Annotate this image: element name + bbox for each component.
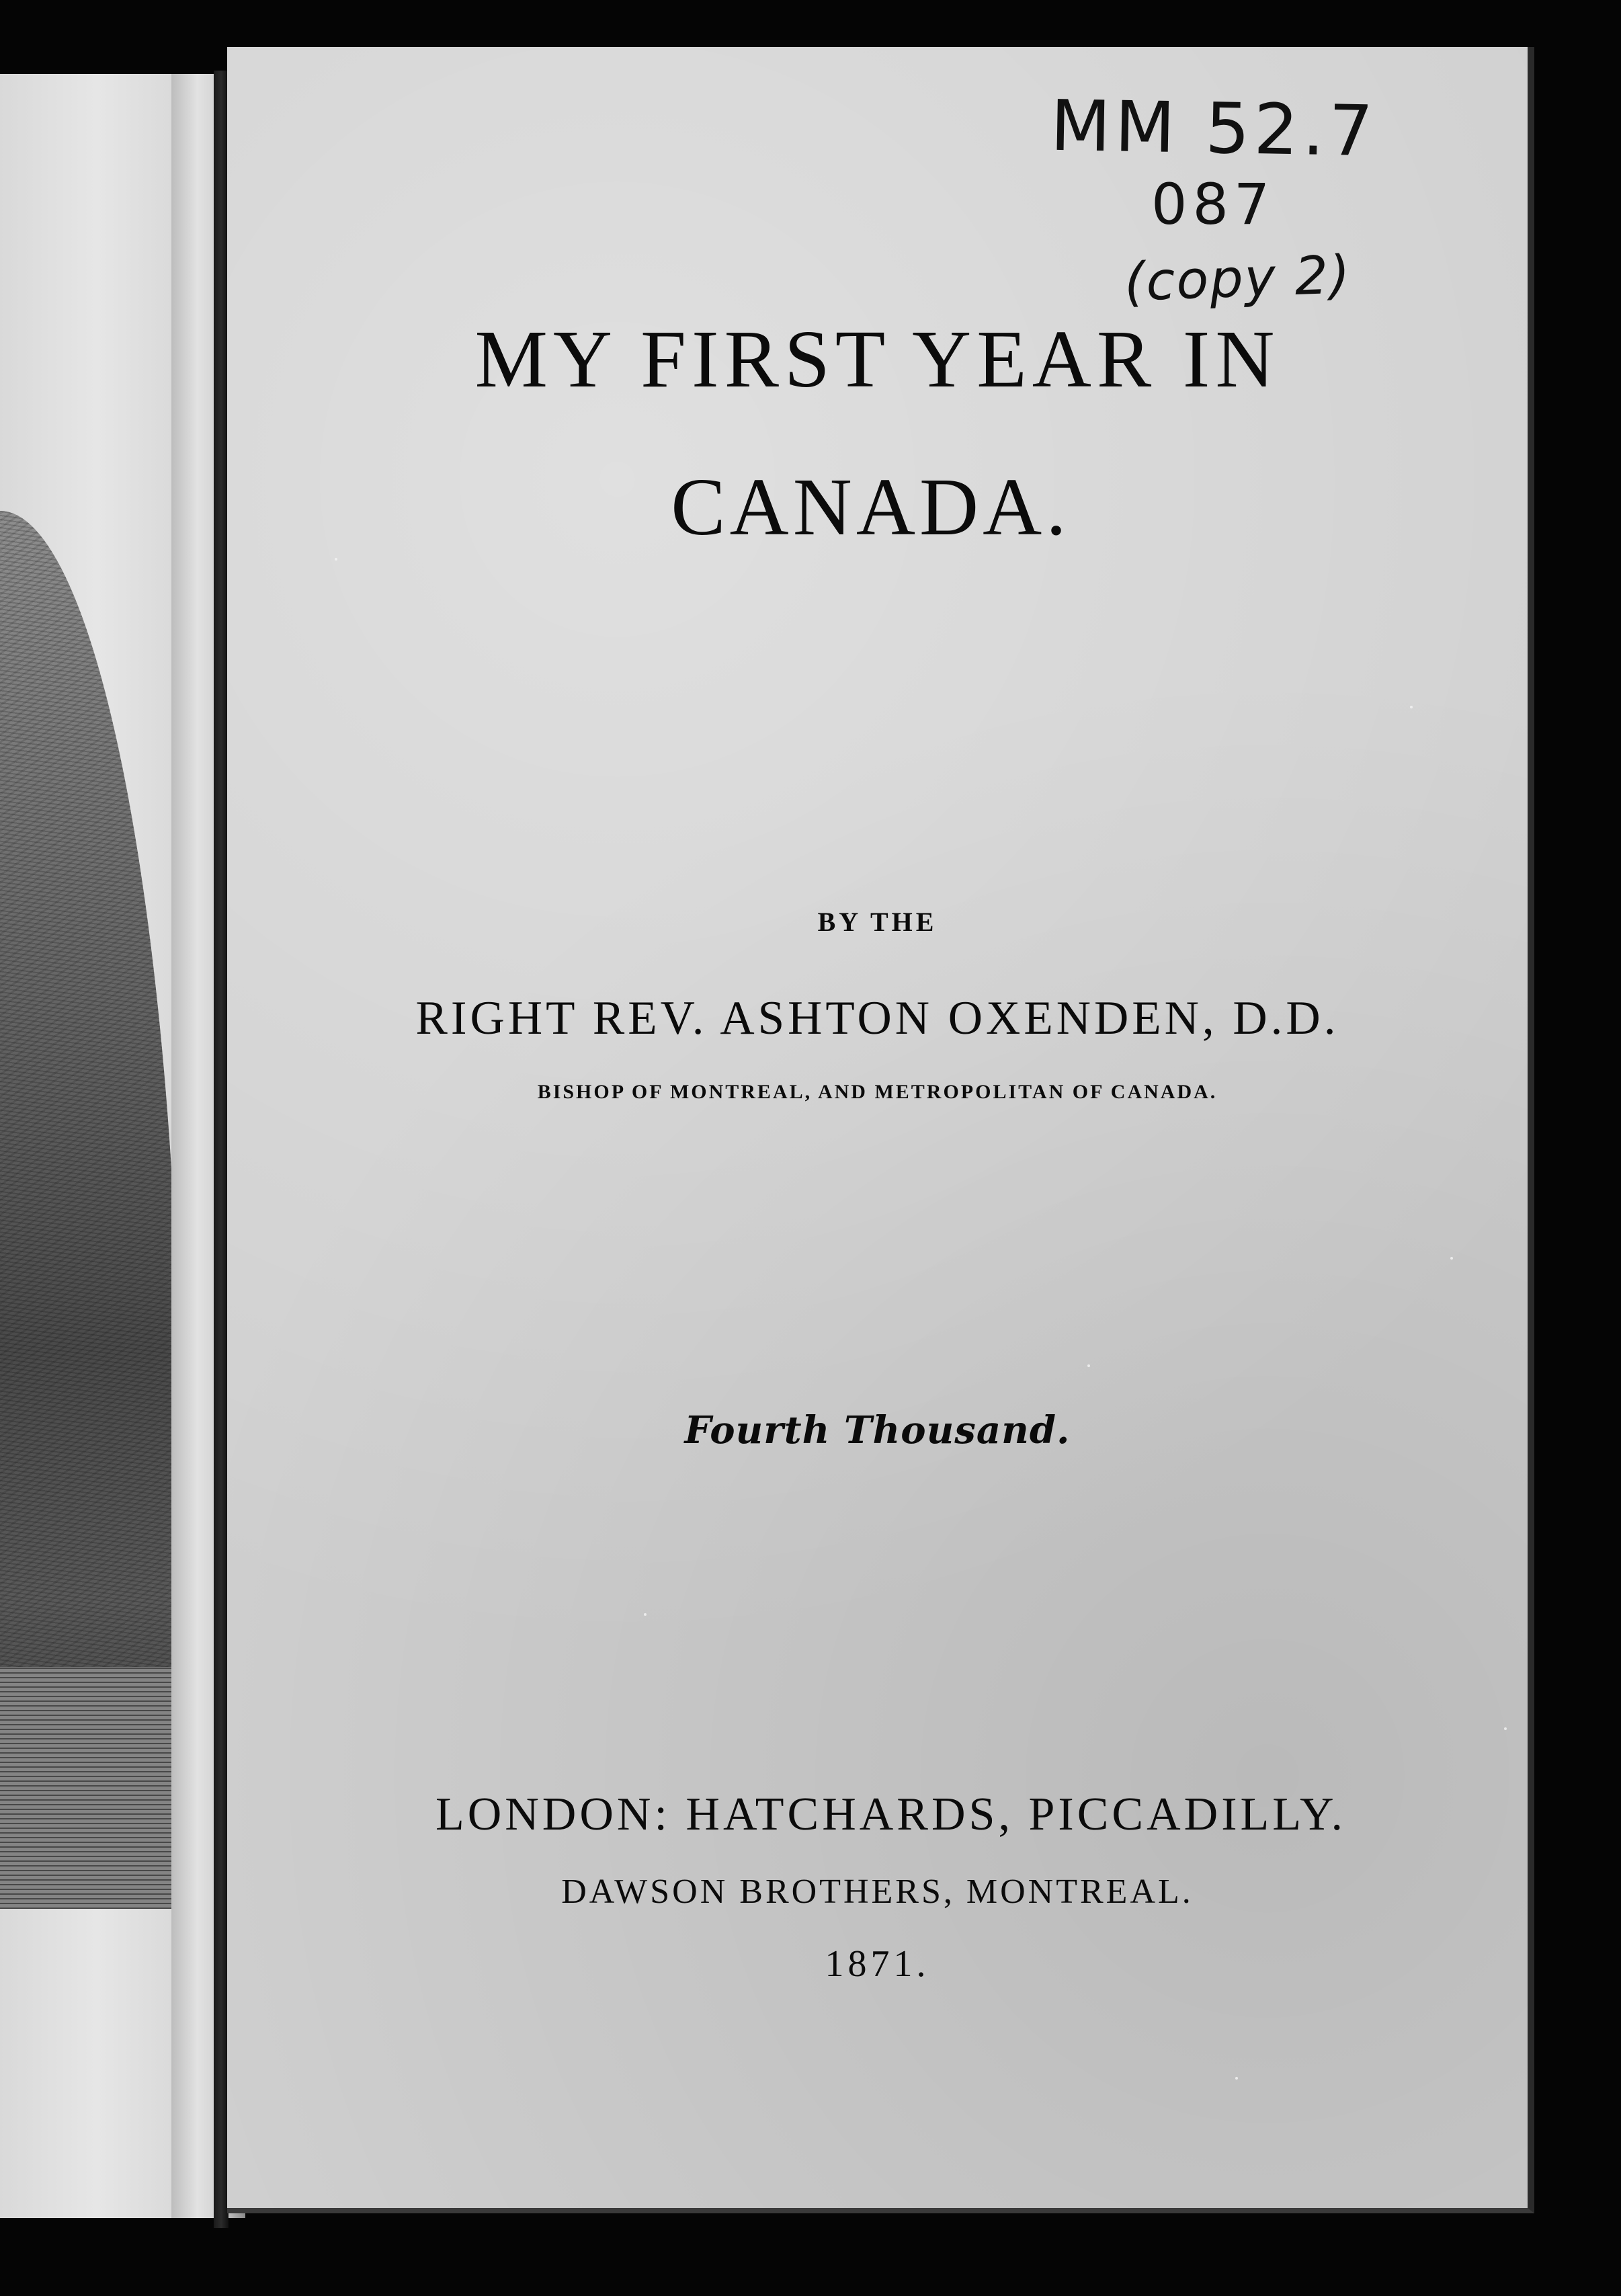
book-title-line-1: MY FIRST YEAR IN [474, 314, 1280, 405]
author-role: BISHOP OF MONTREAL, AND METROPOLITAN OF CANADA. [537, 1081, 1218, 1103]
imprint-year: 1871. [825, 1943, 930, 1985]
paper-speck [644, 1613, 647, 1616]
paper-speck [1087, 1364, 1090, 1367]
imprint-publisher-london: LONDON: HATCHARDS, PICCADILLY. [435, 1789, 1347, 1840]
engraving-water [0, 1667, 181, 1909]
paper-speck [1235, 2077, 1238, 2080]
book-title-line-2: CANADA. [671, 462, 1071, 552]
shelfmark-line-1: MM 52.7 [1049, 84, 1378, 173]
shelfmark-line-3: (copy 2) [1123, 245, 1353, 313]
paper-speck [1410, 706, 1413, 708]
edition-statement: Fourth Thousand. [684, 1408, 1071, 1452]
imprint-publisher-montreal: DAWSON BROTHERS, MONTREAL. [561, 1873, 1194, 1911]
author-name: RIGHT REV. ASHTON OXENDEN, D.D. [415, 992, 1339, 1044]
paper-speck [1504, 1727, 1507, 1730]
book-gutter [214, 71, 228, 2228]
paper-speck [1450, 1257, 1453, 1260]
paper-speck [335, 558, 337, 561]
shelfmark-line-2: 087 [1151, 171, 1276, 237]
byline-prefix: BY THE [817, 907, 938, 937]
title-page [227, 47, 1534, 2213]
